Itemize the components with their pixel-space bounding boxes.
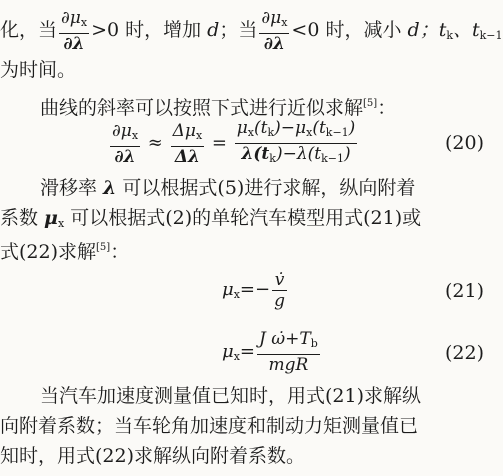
text: >0 时，增加 (91, 19, 208, 41)
equation-number-21: (21) (444, 280, 484, 302)
para4-line2: 向附着系数；当车轮角加速度和制动力矩测量值已 (0, 415, 419, 437)
equation-22: $\mu_x=$ $\frac{J \omegȧ+T_b}{\text{mgR}}$ (222, 329, 318, 375)
para3-line1: 滑移率 λ 可以根据式(5)进行求解，纵向附着 (40, 177, 416, 199)
para3-line3: 式(22)求解[5]： (0, 241, 130, 263)
equation-20: $\frac{\partial\mu_x}{\partial\lambda}$ ≈ $\frac{\Delta\mu_x}{\Delta\lambda}$ = $\frac{\mu_x(t_k)-\mu_x(t_{k-1})}{\lambda(t_k)-\lambda(t_{k-1})}$ (108, 118, 359, 168)
para2-line: 曲线的斜率可以按照下式进行近似求解[5]： (40, 97, 397, 119)
para1-line1: 化，当 $\frac{\partial\mu_x}{\partial\lambda}$ >0 时，增加 d；当 $\frac{\partial\mu_x}{\partial\lambda}$ <0 时，减小 d；$t_k$、$t_{k-1}$ (0, 8, 503, 54)
equation-21: $\mu_x=-$ $\frac{v̇}{g}$ (222, 269, 285, 311)
para4-line1: 当汽车加速度测量值已知时，用式(21)求解纵 (40, 385, 422, 407)
para3-line2: 系数 $\mu_x$ 可以根据式(2)的单轮汽车模型用式(21)或 (0, 207, 422, 230)
text: 化，当 (0, 19, 58, 41)
para4-line3: 知时，用式(22)求解纵向附着系数。 (0, 445, 306, 467)
fraction-dmu-dlambda: $\frac{\partial\mu_x}{\partial\lambda}$ (61, 8, 88, 54)
fraction-dmu-dlambda-2: $\frac{\partial\mu_x}{\partial\lambda}$ (261, 8, 288, 54)
equation-number-20: (20) (444, 132, 484, 154)
para1-line2: 为时间。 (0, 59, 77, 81)
equation-number-22: (22) (444, 342, 484, 364)
